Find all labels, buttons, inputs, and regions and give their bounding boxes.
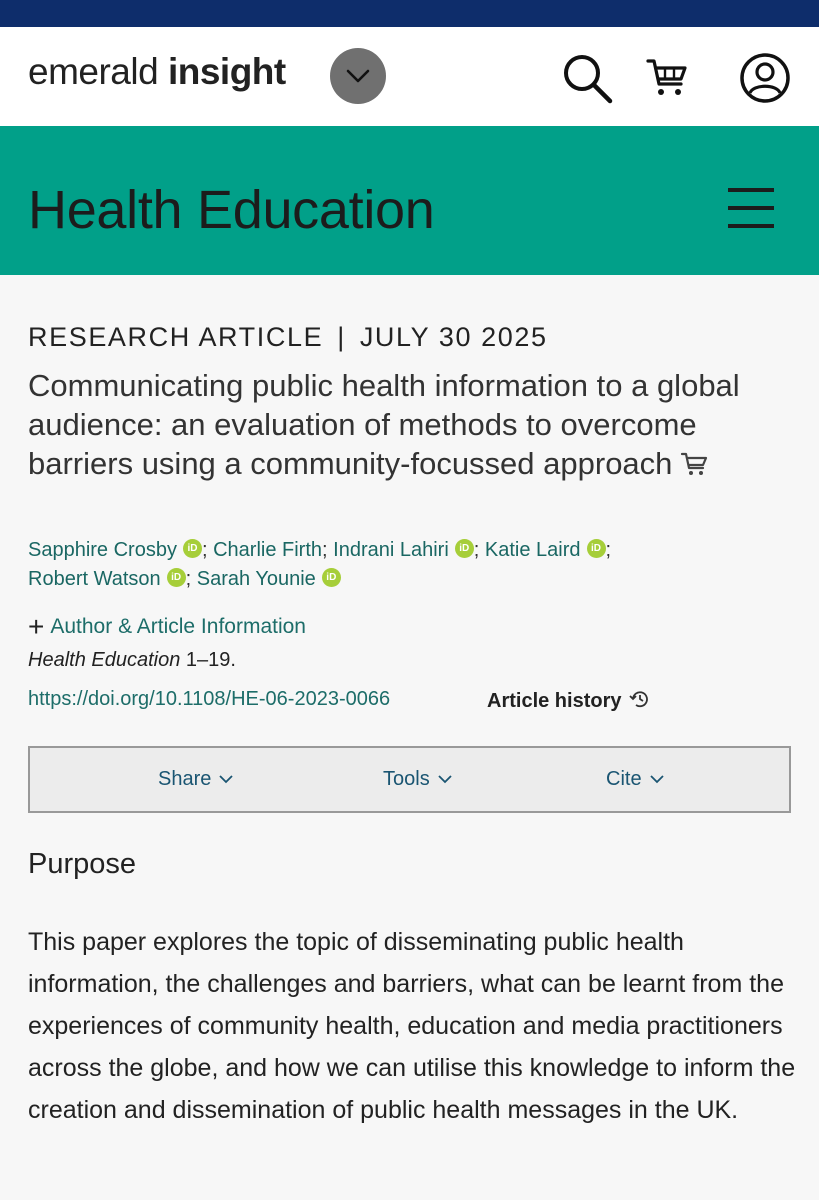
menu-button[interactable] [718, 180, 782, 236]
author-name[interactable]: Indrani Lahiri [333, 539, 449, 561]
abstract-heading: Purpose [28, 848, 137, 880]
search-icon [559, 50, 615, 106]
orcid-icon[interactable]: iD [183, 539, 202, 558]
user-icon [738, 51, 792, 105]
orcid-icon[interactable]: iD [322, 568, 341, 587]
article-date: JULY 30 2025 [359, 322, 548, 352]
journal-reference: Health Education [28, 649, 181, 671]
author-separator: ; [201, 539, 214, 561]
article-title: Communicating public health information to a global audience: an evaluation of methods to overcome barriers using a community-focussed approach [28, 368, 740, 481]
menu-icon [728, 188, 774, 192]
author-separator: ; [605, 539, 612, 561]
tools-label: Tools [383, 768, 430, 790]
author-separator: ; [473, 539, 485, 561]
chevron-down-icon [650, 775, 664, 784]
cart-button[interactable] [638, 49, 696, 107]
logo-text-light: emerald [28, 51, 159, 92]
emerald-insight-logo[interactable] [28, 51, 286, 93]
author-separator: ; [322, 539, 334, 561]
menu-icon-line [728, 224, 774, 228]
history-icon [629, 688, 651, 710]
author-name[interactable]: Robert Watson [28, 568, 161, 590]
orcid-icon[interactable]: iD [455, 539, 474, 558]
search-button[interactable] [558, 49, 616, 107]
article-meta-line [28, 322, 548, 353]
abstract-text: This paper explores the topic of disseminating public health information, the challenges and barriers, what can be learnt from the experiences of community health, education and media practitioners across the globe, and how we can utilise this knowledge to inform the creation and dissemination of public health messages in the UK. [28, 928, 796, 1124]
share-button[interactable] [158, 768, 233, 791]
account-button[interactable] [736, 49, 794, 107]
article-history-label: Article history [487, 690, 622, 712]
author-name[interactable]: Charlie Firth [213, 539, 323, 561]
logo-text-bold: insight [167, 51, 286, 92]
cite-button[interactable] [606, 768, 664, 791]
author-article-info-toggle[interactable] [28, 611, 306, 643]
orcid-icon[interactable]: iD [167, 568, 186, 587]
author-name[interactable]: Sarah Younie [196, 568, 316, 590]
article-history-button[interactable] [487, 688, 651, 713]
meta-separator: | [337, 322, 346, 352]
author-article-info-label: Author & Article Information [50, 615, 306, 638]
article-title-block [28, 366, 788, 483]
plus-icon: + [28, 611, 45, 642]
tools-button[interactable] [383, 768, 452, 791]
citation-line [28, 649, 236, 672]
author-name[interactable]: Sapphire Crosby [28, 539, 177, 561]
chevron-down-icon [438, 775, 452, 784]
cart-icon [645, 56, 689, 100]
journal-title[interactable]: Health Education [28, 180, 435, 240]
chevron-down-icon [346, 69, 370, 83]
page-range: 1–19. [180, 649, 236, 671]
author-name[interactable]: Katie Laird [484, 539, 581, 561]
cart-icon[interactable] [680, 450, 708, 478]
site-header [0, 27, 819, 126]
author-separator: ; [185, 568, 197, 590]
top-bar [0, 0, 819, 27]
menu-icon-line [728, 206, 774, 210]
doi-link[interactable]: https://doi.org/10.1108/HE-06-2023-0066 [28, 688, 391, 710]
share-label: Share [158, 768, 212, 790]
article-type: RESEARCH ARTICLE [28, 322, 324, 352]
cite-label: Cite [606, 768, 642, 790]
platform-dropdown-button[interactable] [330, 48, 386, 104]
orcid-icon[interactable]: iD [587, 539, 606, 558]
article-toolbar [28, 746, 791, 813]
chevron-down-icon [219, 775, 233, 784]
author-list [28, 536, 788, 594]
